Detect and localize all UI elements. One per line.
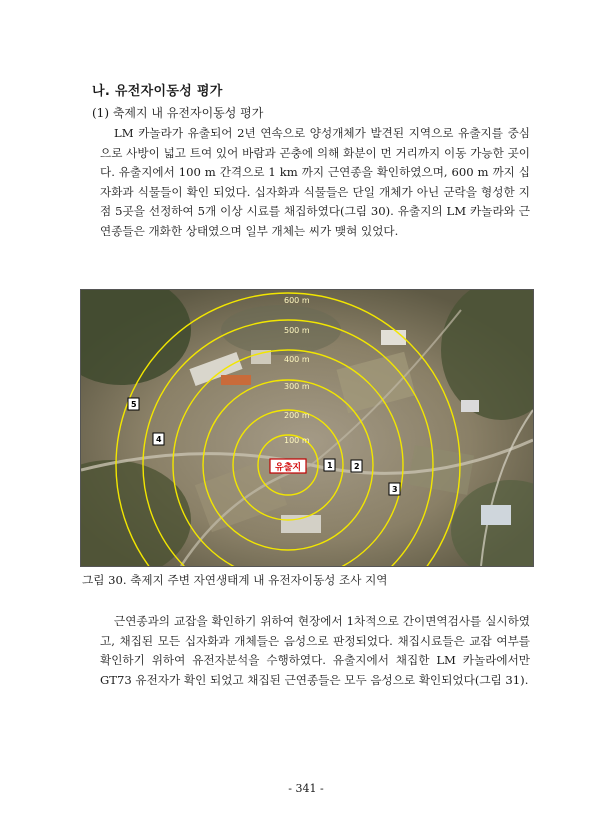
sample-point-1 xyxy=(324,459,335,471)
ring-label-300m: 300 m xyxy=(284,382,310,391)
sample-point-5-label: 5 xyxy=(131,400,137,409)
ring-label-400m: 400 m xyxy=(284,355,310,364)
body-paragraph-2 xyxy=(100,612,530,690)
sample-point-3 xyxy=(389,483,400,495)
sample-point-1-label: 1 xyxy=(327,461,333,470)
figure-caption: 그림 30. 축제지 주변 자연생태계 내 유전자이동성 조사 지역 xyxy=(82,573,388,587)
section-title: 나. 유전자이동성 평가 xyxy=(92,84,223,99)
ring-label-600m: 600 m xyxy=(284,296,310,305)
aerial-photo xyxy=(81,290,533,566)
paragraph-text: LM 카놀라가 유출되어 2년 연속으로 양성개체가 발견된 지역으로 유출지를 중심으로 사방이 넓고 트여 있어 바람과 곤충에 의해 화분이 먼 거리까지 이동 가능한 곳이다. 유출지에서 100 m 간격으로 1 km 까지 근연종을 확인하였으며, 600 m 까지 십자화과 식물들이 확인 되었다. 십자화과 식물들은 단일 개체가 아닌 군락을 형성한 지점 5곳을 선정하여 5개 이상 시료를 채집하였다(그림 30). 유출지의 LM 카놀라와 근연종들은 개화한 상태였으며 일부 개체는 씨가 맺혀 있었다. xyxy=(100,126,530,238)
sample-point-4-label: 4 xyxy=(156,435,162,444)
site-label: 유출지 xyxy=(275,463,302,473)
paragraph-text: 근연종과의 교잡을 확인하기 위하여 현장에서 1차적으로 간이면역검사를 실시하였고, 채집된 모든 십자화과 개체들은 음성으로 판정되었다. 채집시료들은 교잡 여부를 확인하기 위하여 유전자분석을 수행하였다. 유출지에서 채집한 LM 카놀라에서만 GT73 유전자가 확인 되었고 채집된 근연종들은 모두 음성으로 확인되었다(그림 31). xyxy=(100,614,530,687)
sample-point-2 xyxy=(351,460,362,472)
sample-point-5 xyxy=(128,398,139,410)
ring-label-100m: 100 m xyxy=(284,436,310,445)
ring-label-500m: 500 m xyxy=(284,326,310,335)
page-number: - 341 - xyxy=(288,782,324,795)
sample-point-3-label: 3 xyxy=(392,485,398,494)
sample-point-2-label: 2 xyxy=(354,462,360,471)
subsection-title: (1) 축제지 내 유전자이동성 평가 xyxy=(92,106,264,120)
aerial-map-figure xyxy=(80,289,534,567)
ring-label-200m: 200 m xyxy=(284,411,310,420)
sample-point-4 xyxy=(153,433,164,445)
body-paragraph-1 xyxy=(100,124,530,242)
